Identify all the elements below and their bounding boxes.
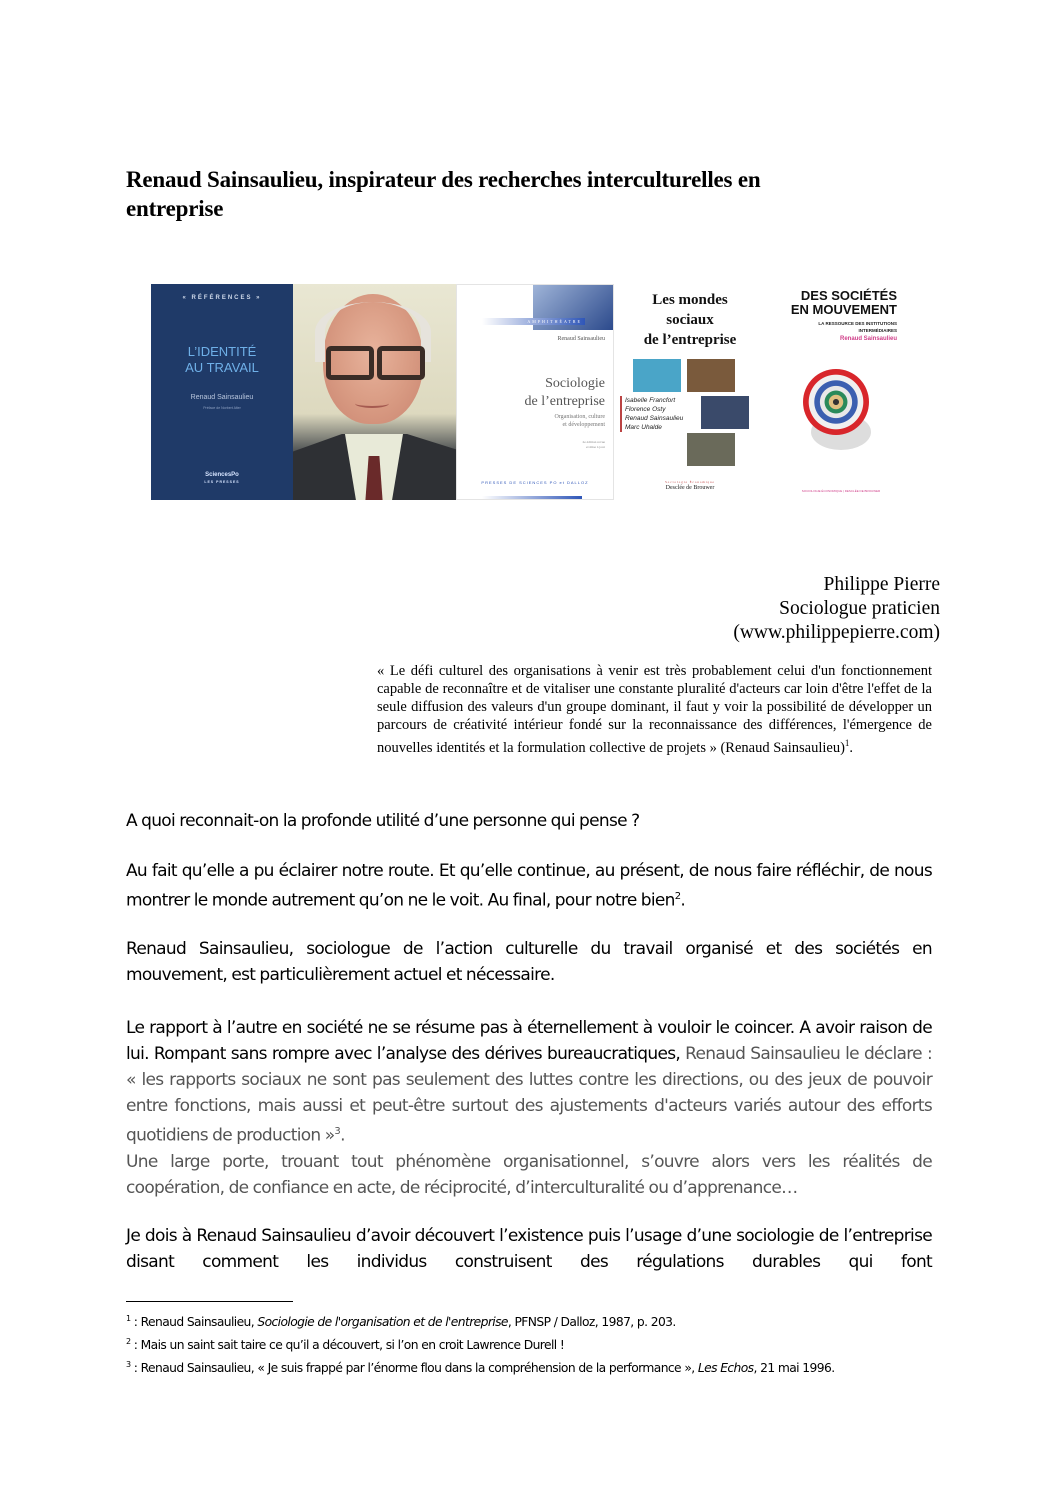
cover-title (791, 289, 897, 317)
cover-collection: Sociologie Économique (665, 480, 715, 484)
paragraph-text: Une large porte, trouant tout phénomène organisationnel, s’ouvre alors vers les réalités de coopération, de confiance en acte, de réciprocité, d’interculturalité ou d’apprenance… (126, 1151, 932, 1198)
cover-author: Isabelle Francfort (625, 397, 676, 404)
cover-title-line: DES SOCIÉTÉS (800, 288, 897, 303)
cover-subtitle (818, 320, 897, 334)
paragraph: Je dois à Renaud Sainsaulieu d’avoir découvert l’existence puis l’usage d’une sociologie de l’entreprise disant comment les individus construisent des régulations durables qui font (126, 1226, 932, 1272)
cover-photo (701, 396, 749, 429)
cover-author: Florence Osty (625, 406, 666, 413)
cover-title-line: de l’entreprise (524, 394, 605, 409)
cover-author: Renaud Sainsaulieu (557, 336, 605, 342)
author-signature (733, 573, 940, 645)
cover-title-line: sociaux (666, 312, 714, 328)
footnote-number: 3 (126, 1360, 131, 1370)
footnote-title: Sociologie de l'organisation et de l'entreprise (257, 1315, 508, 1330)
author-role: Sociologue praticien (779, 598, 940, 619)
cover-subtitle (554, 413, 605, 429)
cover-photo (687, 359, 735, 392)
cover-author: Renaud Sainsaulieu (190, 394, 254, 401)
cover-title-line: Sociologie (545, 376, 605, 391)
cover-societes-en-mouvement (771, 284, 911, 500)
footnote-text: : Renaud Sainsaulieu, « Je suis frappé par l’énorme flou dans la compréhension de la performance », (130, 1361, 698, 1376)
paragraph-text: Le rapport à l’autre en société ne se résume pas à éternellement à vouloir le coincer. A avoir raison de lui. Rompant sans rompre avec l’analyse des dérives bureaucratiques, (126, 1018, 932, 1064)
spinning-top-icon (803, 369, 869, 435)
publisher-line: SciencesPo (205, 472, 239, 478)
cover-preface: Préface de Norbert Alter (203, 406, 241, 410)
cover-title (151, 344, 293, 376)
cover-publisher: Desclée de Brouwer (665, 485, 715, 491)
cover-mondes-sociaux (615, 284, 765, 500)
paragraph (126, 858, 932, 914)
quoted-text: Renaud Sainsaulieu le déclare : « les rapports sociaux ne sont pas seulement des luttes contre les directions, ou des jeux de pouvoir entre fonctions, mais aussi et peut-être surtout des ajustements d'acteurs variés autour des efforts quotidiens de production » (126, 1044, 932, 1146)
footnote-ref[interactable]: 1 (844, 738, 850, 748)
cover-subtitle-line: Organisation, culture (554, 414, 605, 420)
footnote-text: , PFNSP / Dalloz, 1987, p. 203. (507, 1315, 676, 1330)
glasses-icon (326, 346, 374, 380)
document-title: Renaud Sainsaulieu, inspirateur des recherches interculturelles en entreprise (126, 167, 761, 222)
footnote (126, 1309, 946, 1332)
paragraph (126, 1015, 932, 1201)
epigraph-quote (377, 662, 932, 757)
cover-title-line: AU TRAVAIL (185, 360, 259, 375)
cover-sociologie-entreprise (456, 284, 614, 500)
footnote-text: , 21 mai 1996. (753, 1361, 835, 1376)
cover-identite-au-travail (151, 284, 293, 500)
cover-bar (482, 496, 582, 499)
portrait-photo (293, 284, 456, 500)
cover-author: Marc Uhalde (625, 424, 662, 431)
footnote (126, 1355, 946, 1378)
cover-title-line: EN MOUVEMENT (790, 302, 897, 317)
footnote-ref[interactable]: 2 (674, 891, 681, 902)
cover-edition (582, 440, 605, 450)
cover-series: « RÉFÉRENCES » (182, 295, 262, 301)
cover-author: Renaud Sainsaulieu (839, 336, 897, 342)
cover-edition-line: et mise à jour (586, 445, 605, 449)
footnote-separator (126, 1301, 293, 1302)
cover-publisher: SOCIOLOGIE ÉCONOMIQUE | DESCLÉE DE BROUWER (801, 489, 881, 493)
paragraph-text: Au fait qu’elle a pu éclairer notre route. Et qu’elle continue, au présent, de nous faire réfléchir, de nous montrer le monde autrement qu’on ne le voit. Au final, pour notre bien (126, 861, 932, 911)
epigraph-text: « Le défi culturel des organisations à venir est très probablement celui d'un fonctionnement capable de reconnaître et de vitaliser une constante pluralité d'acteurs car loin d'être l'effet de la seule diffusion des valeurs d'un groupe dominant, il faut y voir la possibilité de développer un parcours de créativité intérieur fondé sur la reconnaissance des différences, l'émergence de nouvelles identités et la formulation collective de projets » (Renaud Sainsaulieu) (377, 663, 932, 756)
footnote-number: 1 (126, 1314, 131, 1323)
footnote-ref[interactable]: 3 (334, 1126, 341, 1137)
cover-title-line: de l’entreprise (643, 332, 737, 348)
author-name: Philippe Pierre (823, 574, 940, 595)
cover-subtitle-line: INTERMÉDIAIRES (858, 328, 897, 333)
cover-title-line: Les mondes (652, 292, 728, 308)
cover-title-line: L’IDENTITÉ (187, 344, 257, 359)
cover-photo (687, 433, 735, 466)
cover-author: Renaud Sainsaulieu (625, 415, 684, 422)
cover-publisher: PRESSES DE SCIENCES PO et DALLOZ (481, 480, 589, 485)
punctuation: . (849, 739, 854, 756)
footnote-number: 2 (126, 1337, 131, 1347)
author-website[interactable]: (www.philippepierre.com) (733, 622, 940, 643)
publisher-line: LES PRESSES (204, 480, 240, 484)
cover-title (525, 375, 605, 411)
cover-publisher (151, 472, 293, 486)
footnote-text: : Mais un saint sait taire ce qu’il a découvert, si l’on en croit Lawrence Durell ! (130, 1338, 565, 1353)
cover-subtitle-line: et développement (562, 422, 605, 428)
cover-authors (620, 396, 683, 432)
punctuation: . (680, 890, 686, 911)
footnote (126, 1332, 946, 1355)
cover-subtitle-line: LA RESSOURCE DES INSTITUTIONS (818, 321, 897, 326)
portrait-mouth (355, 399, 389, 408)
cover-edition-line: 2e édition revue (582, 440, 605, 444)
cover-title (615, 290, 765, 350)
footnote-title: Les Echos (697, 1361, 754, 1376)
footnote-text: : Renaud Sainsaulieu, (130, 1315, 258, 1330)
glasses-icon (377, 346, 425, 380)
paragraph: A quoi reconnait-on la profonde utilité d’une personne qui pense ? (126, 811, 640, 831)
paragraph: Renaud Sainsaulieu, sociologue de l’action culturelle du travail organisé et des sociétés en mouvement, est particulièrement actuel et nécessaire. (126, 939, 932, 985)
book-covers-strip (151, 284, 911, 500)
punctuation: . (340, 1125, 345, 1146)
cover-photo (633, 359, 681, 392)
cover-series: AMPHITHÉATRE (482, 318, 585, 325)
footnotes (126, 1309, 946, 1378)
